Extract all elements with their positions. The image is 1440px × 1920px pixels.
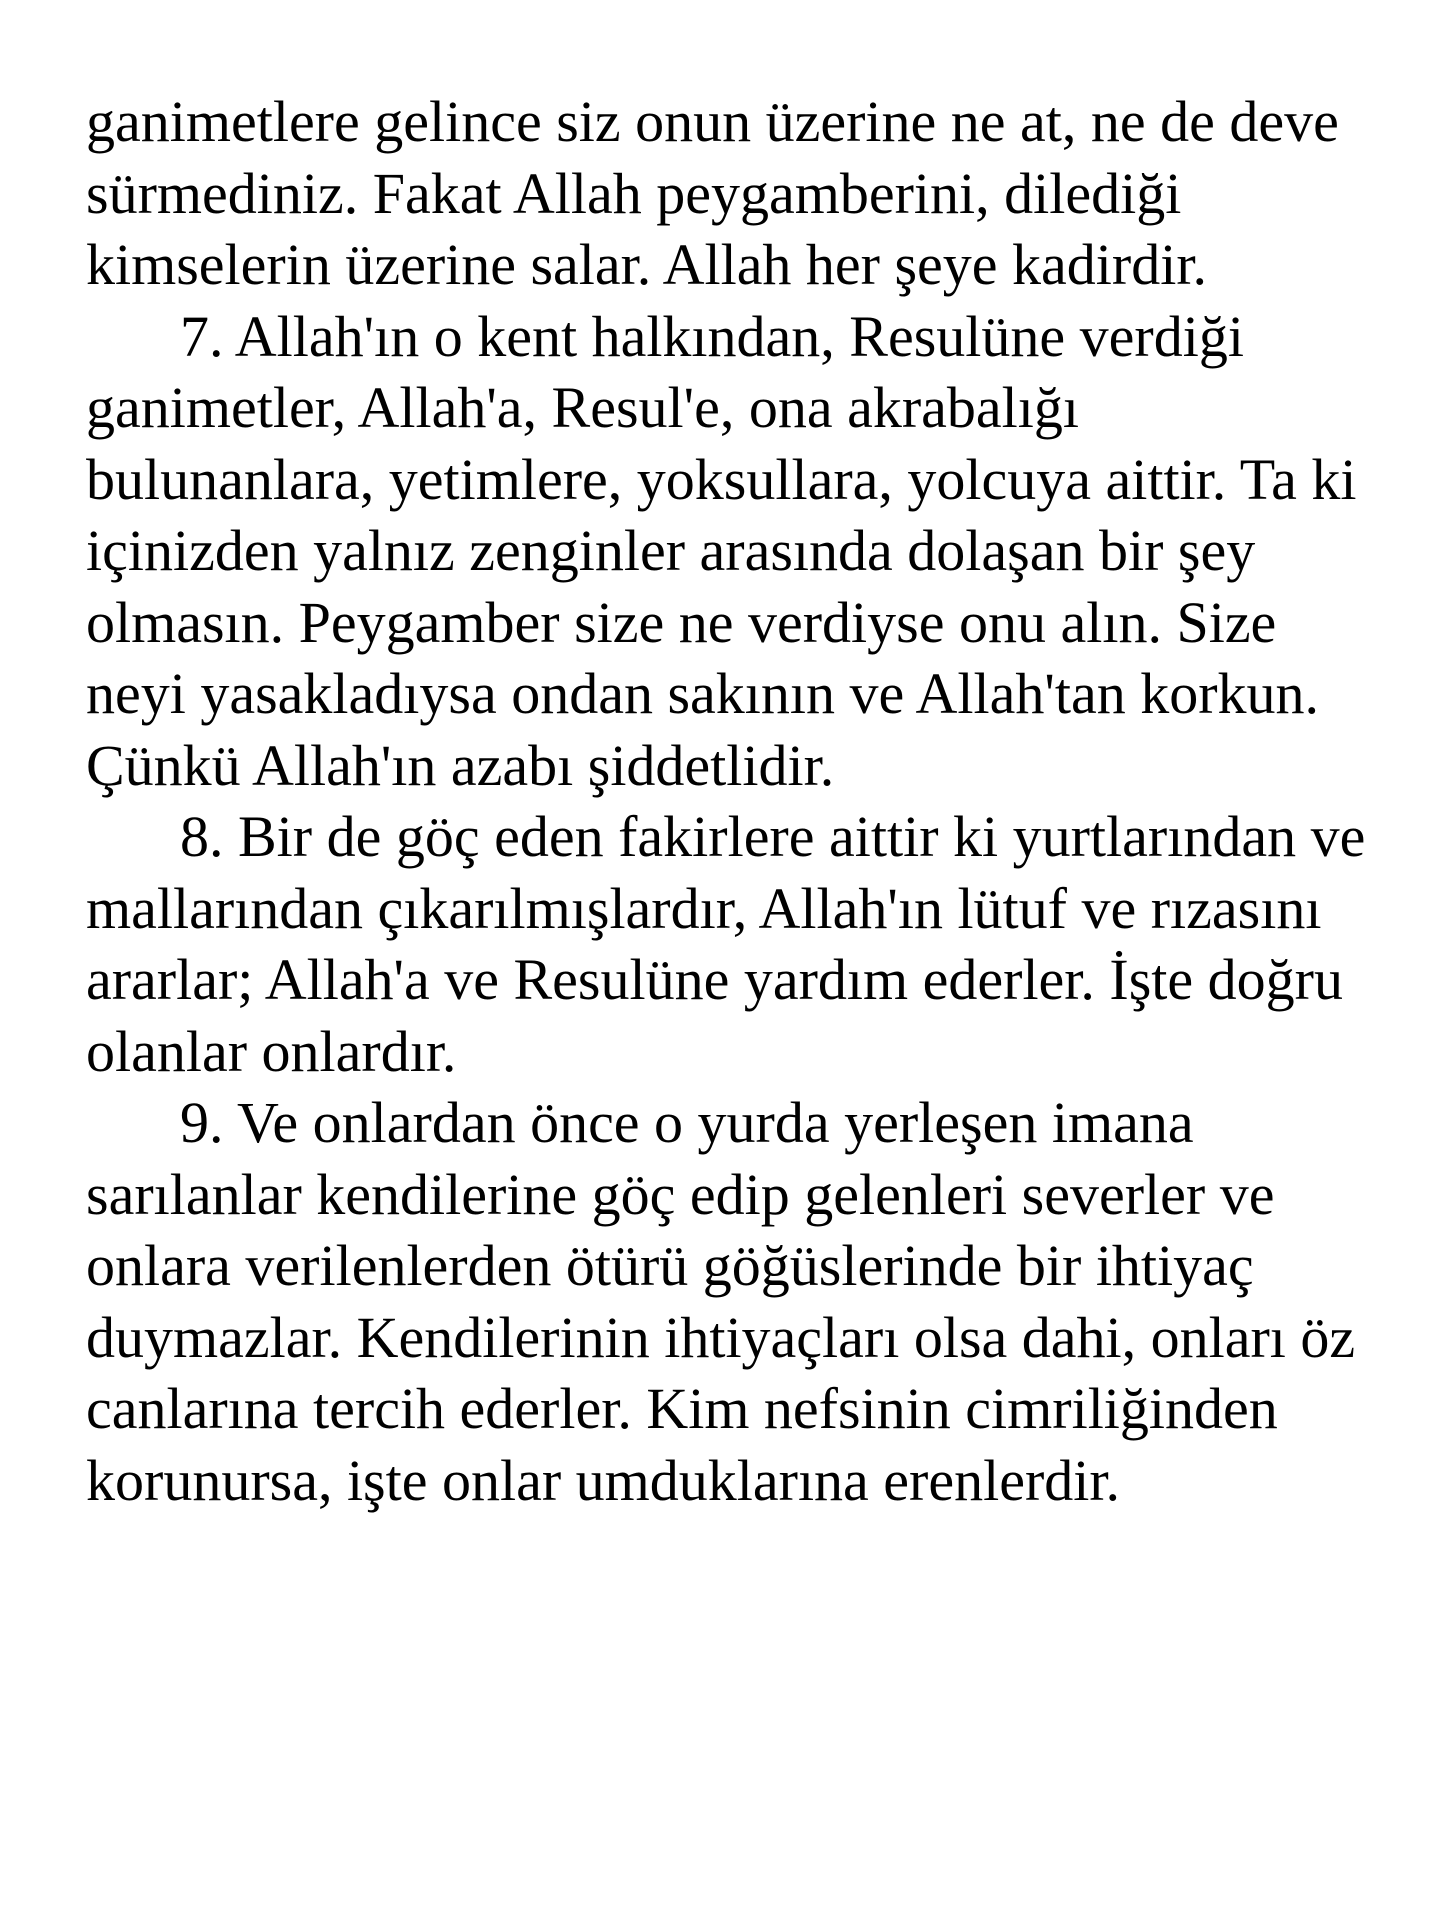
paragraph-verse-8: 8. Bir de göç eden fakirlere aittir ki yurtlarından ve mallarından çıkarılmışlardır, Allah'ın lütuf ve rızasını ararlar; Allah'a ve Resulüne yardım ederler. İşte doğru olanlar onlardır.	[86, 804, 1366, 1084]
paragraph-verse-7: 7. Allah'ın o kent halkından, Resulüne verdiği ganimetler, Allah'a, Resul'e, ona akrabalığı bulunanlara, yetimlere, yoksullara, yolcuya aittir. Ta ki içinizden yalnız zenginler arasında dolaşan bir şey olmasın. Peygamber size ne verdiyse onu alın. Size neyi yasakladıysa ondan sakının ve Allah'tan korkun. Çünkü Allah'ın azabı şiddetlidir.	[86, 303, 1357, 798]
paragraph-continuation: ganimetlere gelince siz onun üzerine ne at, ne de deve sürmediniz. Fakat Allah peygamberini, dilediği kimselerin üzerine salar. Allah her şeye kadirdir.	[86, 89, 1339, 297]
paragraph-verse-9: 9. Ve onlardan önce o yurda yerleşen imana sarılanlar kendilerine göç edip gelenleri severler ve onlara verilenlerden ötürü göğüslerinde bir ihtiyaç duymazlar. Kendilerinin ihtiyaçları olsa dahi, onları öz canlarına tercih ederler. Kim nefsinin cimriliğinden korunursa, işte onlar umduklarına erenlerdir.	[86, 1090, 1356, 1513]
